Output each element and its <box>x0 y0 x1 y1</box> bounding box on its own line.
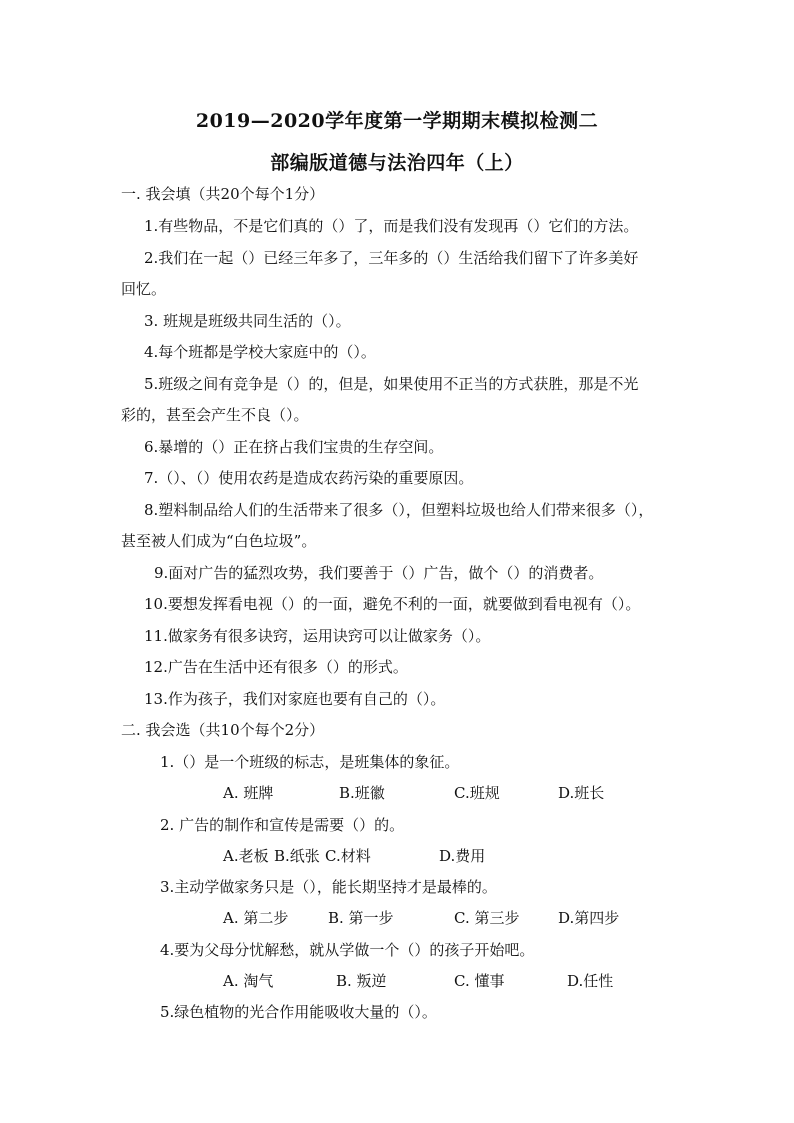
question-1: 1.有些物品，不是它们真的（）了，而是我们没有发现再（）它们的方法。 <box>144 217 639 235</box>
question-2-continued: 回忆。 <box>121 280 167 298</box>
option-b: B.纸张 <box>274 847 320 865</box>
question-2: 2.我们在一起（）已经三年多了，三年多的（）生活给我们留下了许多美好 <box>144 249 639 267</box>
option-c: C. 懂事 <box>454 972 505 990</box>
question-13: 13.作为孩子，我们对家庭也要有自己的（）。 <box>144 690 446 708</box>
exam-subtitle: 部编版道德与法治四年（上） <box>270 152 524 174</box>
question-11: 11.做家务有很多诀窍，运用诀窍可以让做家务（）。 <box>144 627 491 645</box>
option-a: A. 第二步 <box>223 909 289 927</box>
option-c: C. 第三步 <box>454 909 520 927</box>
question-5-continued: 彩的，甚至会产生不良（）。 <box>121 406 309 424</box>
choice-options-2 <box>0 846 794 866</box>
choice-question-2: 2. 广告的制作和宣传是需要（）的。 <box>160 816 405 834</box>
choice-question-5: 5.绿色植物的光合作用能吸收大量的（）。 <box>160 1003 437 1021</box>
question-6: 6.暴增的（）正在挤占我们宝贵的生存空间。 <box>144 438 444 456</box>
option-d: D.费用 <box>439 847 486 865</box>
section1-heading: 一. 我会填（共20个每个1分） <box>121 185 325 203</box>
option-a: A.老板 <box>223 847 269 865</box>
option-b: B. 叛逆 <box>336 972 387 990</box>
choice-options-1 <box>0 783 794 803</box>
question-5: 5.班级之间有竞争是（）的，但是，如果使用不正当的方式获胜，那是不光 <box>144 375 639 393</box>
question-12: 12.广告在生活中还有很多（）的形式。 <box>144 658 408 676</box>
option-d: D.任性 <box>567 972 614 990</box>
choice-question-4: 4.要为父母分忧解愁，就从学做一个（）的孩子开始吧。 <box>160 941 535 959</box>
question-8: 8.塑料制品给人们的生活带来了很多（），但塑料垃圾也给人们带来很多（）， <box>144 501 654 519</box>
question-4: 4.每个班都是学校大家庭中的（）。 <box>144 343 376 361</box>
question-8-continued: 甚至被人们成为“白色垃圾”。 <box>121 532 317 550</box>
option-a: A. 班牌 <box>223 784 274 802</box>
option-d: D.第四步 <box>558 909 620 927</box>
choice-options-4 <box>0 971 794 991</box>
choice-question-3: 3.主动学做家务只是（），能长期坚持才是最棒的。 <box>160 878 497 896</box>
option-b: B.班徽 <box>339 784 385 802</box>
choice-options-3 <box>0 908 794 928</box>
question-10: 10.要想发挥看电视（）的一面，避免不利的一面，就要做到看电视有（）。 <box>144 595 641 613</box>
question-3: 3. 班规是班级共同生活的（）。 <box>144 312 351 330</box>
option-a: A. 淘气 <box>223 972 274 990</box>
question-9: 9.面对广告的猛烈攻势，我们要善于（）广告，做个（）的消费者。 <box>154 564 604 582</box>
option-d: D.班长 <box>558 784 605 802</box>
section2-heading: 二. 我会选（共10个每个2分） <box>121 721 325 739</box>
option-c: C.材料 <box>325 847 371 865</box>
option-b: B. 第一步 <box>328 909 394 927</box>
option-c: C.班规 <box>454 784 500 802</box>
question-7: 7.（）、（）使用农药是造成农药污染的重要原因。 <box>144 469 474 487</box>
choice-question-1: 1.（）是一个班级的标志，是班集体的象征。 <box>160 753 460 771</box>
exam-title: 2019—2020学年度第一学期期末模拟检测二 <box>195 110 599 132</box>
